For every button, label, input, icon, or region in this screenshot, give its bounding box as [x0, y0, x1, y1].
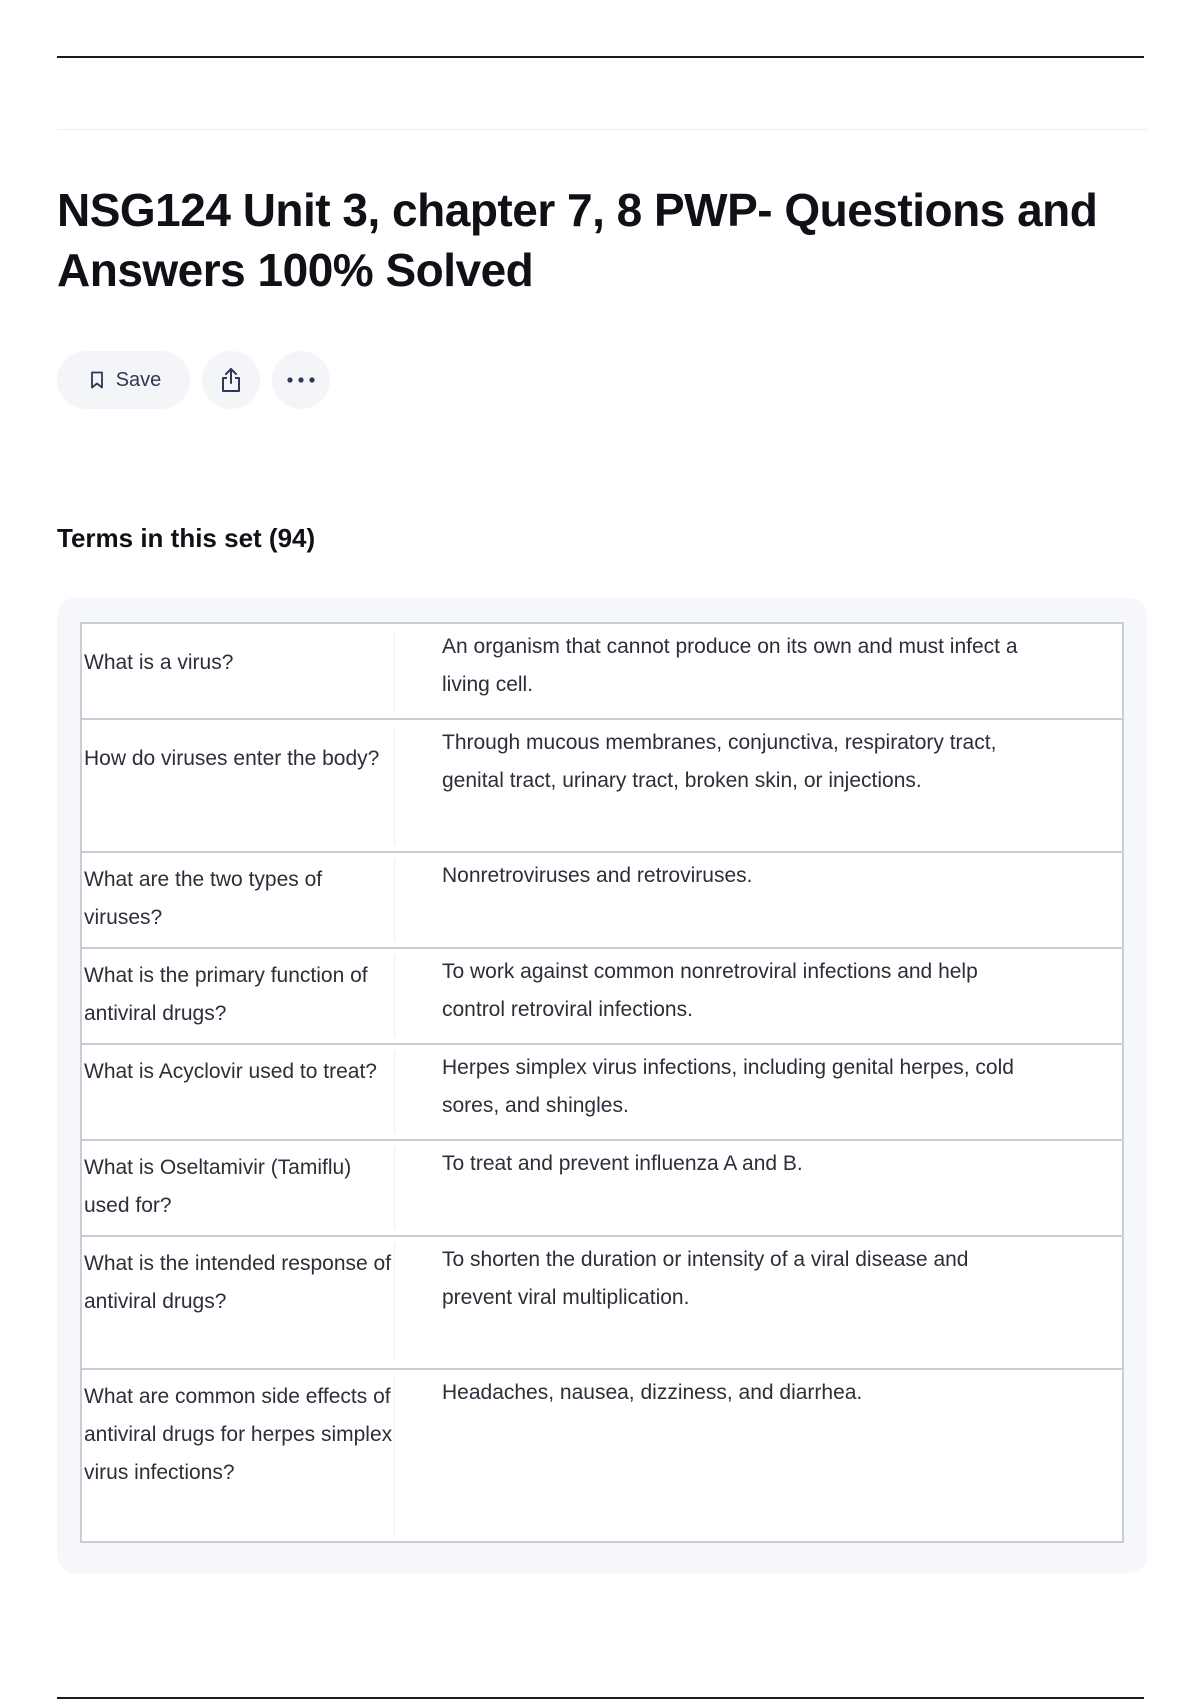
- definition-cell: To treat and prevent influenza A and B.: [394, 1140, 1123, 1236]
- terms-heading: Terms in this set (94): [57, 523, 316, 553]
- definition-cell: Herpes simplex virus infections, including genital herpes, cold sores, and shingles.: [394, 1044, 1123, 1140]
- more-button[interactable]: [272, 351, 330, 409]
- definition-cell: Through mucous membranes, conjunctiva, respiratory tract, genital tract, urinary tract, broken skin, or injections.: [394, 719, 1123, 852]
- definition-cell: To work against common nonretroviral infections and help control retroviral infections.: [394, 948, 1123, 1044]
- term-cell: What are the two types of viruses?: [81, 852, 394, 948]
- save-button[interactable]: [57, 351, 190, 409]
- term-cell: What are common side effects of antiviral drugs for herpes simplex virus infections?: [81, 1369, 394, 1542]
- bottom-divider: [57, 1697, 1144, 1699]
- action-bar: [57, 351, 330, 409]
- more-icon: [286, 376, 316, 384]
- term-cell: What is Acyclovir used to treat?: [81, 1044, 394, 1140]
- terms-table: [80, 622, 1124, 1543]
- save-label: Save: [115, 368, 162, 391]
- table-row[interactable]: [81, 1369, 1123, 1542]
- definition-cell: To shorten the duration or intensity of a viral disease and prevent viral multiplication.: [394, 1236, 1123, 1369]
- definition-cell: Nonretroviruses and retroviruses.: [394, 852, 1123, 948]
- definition-cell: Headaches, nausea, dizziness, and diarrhea.: [394, 1369, 1123, 1542]
- bookmark-icon: [90, 371, 104, 389]
- table-row[interactable]: [81, 948, 1123, 1044]
- term-cell: What is Oseltamivir (Tamiflu) used for?: [81, 1140, 394, 1236]
- table-row[interactable]: [81, 719, 1123, 852]
- term-cell: What is a virus?: [81, 623, 394, 719]
- table-row[interactable]: [81, 623, 1123, 719]
- term-cell: What is the primary function of antiviral drugs?: [81, 948, 394, 1044]
- table-row[interactable]: [81, 1044, 1123, 1140]
- table-row[interactable]: [81, 1140, 1123, 1236]
- table-row[interactable]: [81, 1236, 1123, 1369]
- top-divider: [57, 56, 1144, 58]
- share-icon: [219, 366, 243, 394]
- header-divider: [57, 129, 1147, 130]
- term-cell: How do viruses enter the body?: [81, 719, 394, 852]
- definition-cell: An organism that cannot produce on its own and must infect a living cell.: [394, 623, 1123, 719]
- share-button[interactable]: [202, 351, 260, 409]
- term-cell: What is the intended response of antiviral drugs?: [81, 1236, 394, 1369]
- page-title: NSG124 Unit 3, chapter 7, 8 PWP- Questions and Answers 100% Solved: [57, 184, 1098, 296]
- table-row[interactable]: [81, 852, 1123, 948]
